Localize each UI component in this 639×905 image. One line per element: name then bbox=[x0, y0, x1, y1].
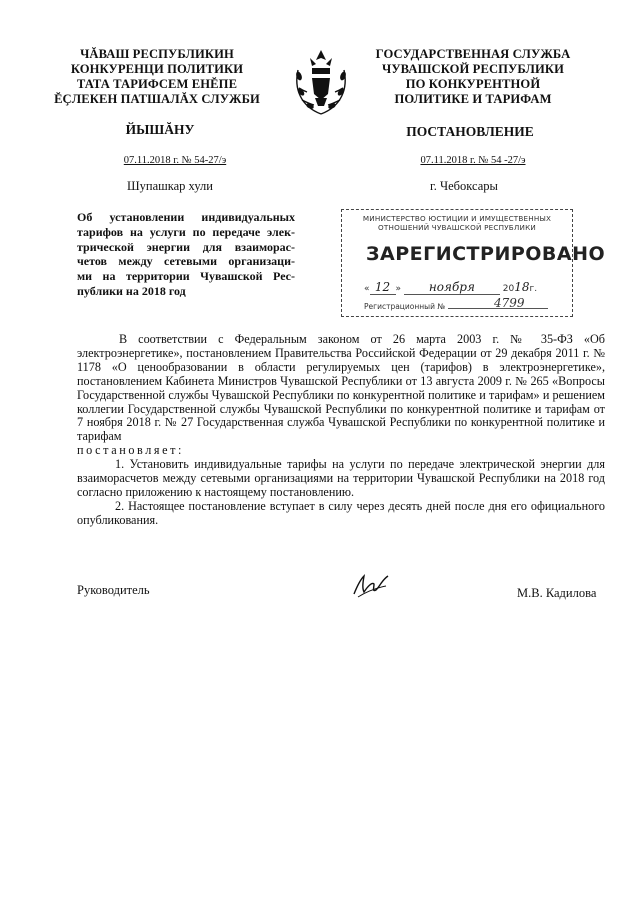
header-left-line-3: ТАТА ТАРИФСЕМ ЕНĔПЕ bbox=[76, 77, 238, 91]
stamp-month: ноября bbox=[404, 280, 500, 295]
header-left-line-2: КОНКУРЕНЦИ ПОЛИТИКИ bbox=[70, 62, 244, 76]
doc-type-russian: ПОСТАНОВЛЕНИЕ bbox=[406, 124, 534, 139]
subject-line-5: ми на территории Чувашской Рес- bbox=[77, 269, 295, 284]
subject-line-2: тарифов на услуги по передаче элек- bbox=[77, 224, 295, 239]
stamp-reg-number: 4799 bbox=[494, 296, 525, 310]
stamp-ministry-line-2: ОТНОШЕНИЙ ЧУВАШСКОЙ РЕСПУБЛИКИ bbox=[378, 223, 536, 232]
header-right-line-2: ЧУВАШСКОЙ РЕСПУБЛИКИ bbox=[381, 62, 564, 76]
body-item-1: 1. Установить индивидуальные тарифы на услуги по передаче электрической энергии для взаиморасчетов между сетевыми организациями на территории Чувашской Республики на 2018 год согласно приложению к настоящему постановлению. bbox=[77, 457, 605, 499]
registration-stamp bbox=[341, 209, 606, 317]
city-right: г. Чебоксары bbox=[430, 179, 498, 193]
signature-name: М.В. Кадилова bbox=[517, 586, 597, 600]
handwritten-signature-icon bbox=[350, 570, 392, 600]
chuvash-republic-emblem-icon bbox=[290, 44, 352, 118]
header-right-line-4: ПОЛИТИКЕ И ТАРИФАМ bbox=[394, 92, 552, 106]
body-decree-word: постановляет: bbox=[77, 443, 185, 458]
stamp-registered-text: ЗАРЕГИСТРИРОВАНО bbox=[366, 243, 606, 265]
header-right-line-3: ПО КОНКУРЕНТНОЙ bbox=[405, 77, 541, 91]
stamp-year-prefix: 20 bbox=[502, 284, 515, 294]
body-paragraph-1: В соответствии с Федеральным законом от 26 марта 2003 г. № 35-ФЗ «Об электроэнергетике», постановлением Правительства Российской Федерации от 29 декабря 2011 г. № 1178 «О ценообразовании в области регулируемых цен (тарифов) в электроэнергетике», постановлением Кабинета Министров Чувашской Республики от 13 августа 2009 г. № 265 «Вопросы Государственной службы Чувашской Республики по конкурентной политике и тарифам» и решением коллегии Государственной службы Чувашской Республики по конкурентной политике и тарифам от 7 ноября 2018 г. № 27 Государственная служба Чувашской Республики по конкурентной политике и тарифам bbox=[77, 332, 605, 444]
date-number-right: 07.11.2018 г. № 54 -27/э bbox=[420, 155, 526, 166]
subject-line-6: публики на 2018 год bbox=[77, 283, 186, 298]
stamp-year-end: г. bbox=[529, 284, 538, 294]
date-number-left: 07.11.2018 г. № 54-27/э bbox=[123, 155, 227, 166]
stamp-reg-label-text: Регистрационный № bbox=[364, 302, 446, 311]
subject-line-3: трической энергии для взаиморас- bbox=[77, 239, 295, 254]
header-left-line-1: ЧĂВАШ РЕСПУБЛИКИН bbox=[80, 47, 234, 61]
subject-line-1: Об установлении индивидуальных bbox=[77, 210, 295, 224]
doc-type-chuvash: ЙЫШĂНУ bbox=[125, 122, 195, 137]
stamp-year-suffix: 18 bbox=[514, 280, 530, 294]
stamp-date-line: « 12 » ноября 2018г. bbox=[364, 280, 538, 294]
document-body bbox=[77, 333, 605, 528]
document-subject bbox=[77, 210, 295, 299]
stamp-ministry-line-1: МИНИСТЕРСТВО ЮСТИЦИИ И ИМУЩЕСТВЕННЫХ bbox=[362, 214, 552, 223]
subject-line-4: четов между сетевыми организаци- bbox=[77, 254, 295, 269]
header-right-org-name bbox=[354, 47, 592, 107]
signature-position: Руководитель bbox=[77, 583, 150, 597]
header-left-line-4: ĔҪЛЕКЕН ПАТШАЛĂХ СЛУЖБИ bbox=[54, 92, 260, 106]
header-right-line-1: ГОСУДАРСТВЕННАЯ СЛУЖБА bbox=[375, 47, 571, 61]
body-item-2: 2. Настоящее постановление вступает в силу через десять дней после дня его официального опубликования. bbox=[77, 498, 605, 527]
stamp-day: 12 bbox=[370, 280, 396, 295]
city-left: Шупашкар хули bbox=[127, 179, 213, 193]
header-left-org-name bbox=[28, 47, 286, 107]
